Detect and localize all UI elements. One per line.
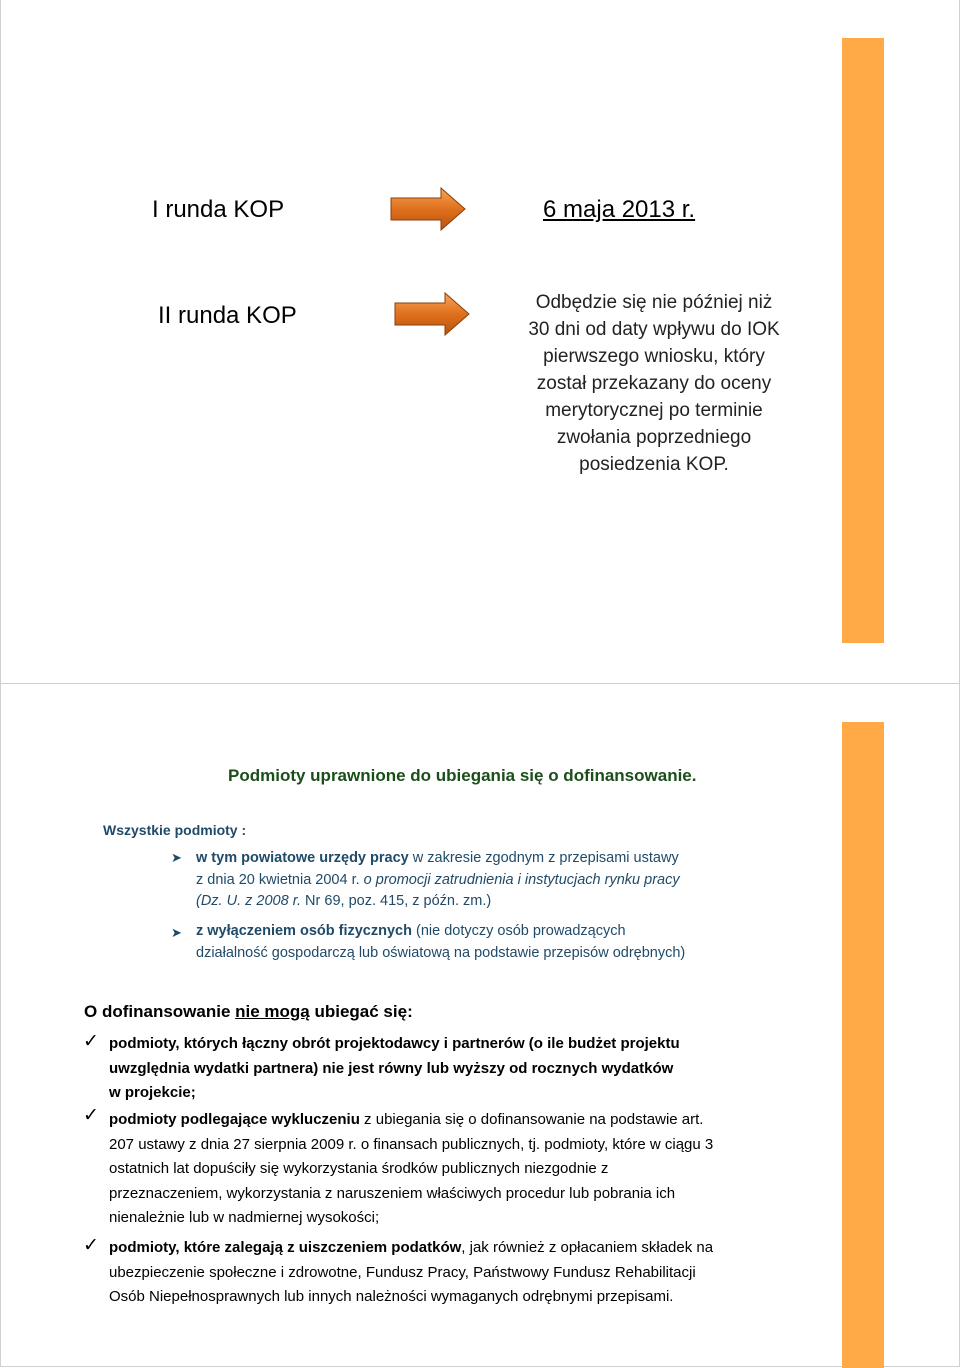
description-line: 30 dni od daty wpływu do IOK: [528, 319, 780, 340]
check-line: podmioty, których łączny obrót projektodawcy i partnerów (o ile budżet projektu: [109, 1035, 680, 1052]
bullet-italic: (Dz. U. z 2008 r.: [196, 893, 302, 909]
check-text: , jak również z opłacaniem składek na: [461, 1239, 714, 1256]
check-line: ostatnich lat dopuściły się wykorzystania środków publicznych niezgodnie z: [109, 1160, 609, 1177]
bullet-text: (nie dotyczy osób prowadzących: [411, 923, 626, 939]
heading-underlined: nie mogą: [235, 1002, 310, 1021]
description-line: Odbędzie się nie później niż: [535, 292, 773, 313]
check-bold: podmioty podlegające wykluczeniu: [109, 1111, 360, 1128]
description-line: został przekazany do oceny: [536, 373, 772, 394]
check-line: uwzględnia wydatki partnera) nie jest równy lub wyższy od rocznych wydatków: [109, 1059, 674, 1077]
check-line: nienależnie lub w nadmiernej wysokości;: [109, 1209, 380, 1226]
slide-heading: Podmioty uprawnione do ubiegania się o dofinansowanie.: [228, 766, 697, 785]
check-text: z ubiegania się o dofinansowanie na podstawie art.: [359, 1111, 704, 1128]
description-line: posiedzenia KOP.: [579, 454, 729, 475]
checkmark-icon: ✓: [83, 1105, 99, 1126]
description-line: pierwszego wniosku, który: [543, 346, 765, 367]
check-item-3: [109, 1236, 849, 1310]
intro-text: Wszystkie podmioty :: [103, 822, 247, 838]
check-item-1: [109, 1032, 839, 1106]
heading-part: O dofinansowanie: [84, 1002, 236, 1021]
description-line: zwołania poprzedniego: [556, 427, 752, 448]
check-line: przeznaczeniem, wykorzystania z naruszeniem właściwych procedur lub pobrania ich: [109, 1184, 676, 1202]
cannot-apply-heading: [84, 1002, 413, 1022]
check-line: ubezpieczenie społeczne i zdrowotne, Fundusz Pracy, Państwowy Fundusz Rehabilitacji: [109, 1263, 696, 1281]
bullet-bold: z wyłączeniem osób fizycznych: [196, 923, 412, 939]
check-line: Osób Niepełnosprawnych lub innych należności wymaganych odrębnymi przepisami.: [109, 1288, 674, 1305]
triangle-bullet-icon: ➤: [171, 925, 182, 940]
round-2-label: II runda KOP: [158, 302, 297, 329]
bullet-italic: o promocji zatrudnienia i instytucjach rynku pracy: [363, 871, 680, 888]
bullet-bold: w tym powiatowe urzędy pracy: [196, 850, 409, 866]
checkmark-icon: ✓: [83, 1235, 99, 1256]
triangle-bullet-icon: ➤: [171, 850, 182, 865]
round-1-date: 6 maja 2013 r.: [543, 196, 696, 223]
right-arrow-icon: [389, 186, 467, 232]
description-line: merytorycznej po terminie: [545, 400, 763, 421]
check-line: 207 ustawy z dnia 27 sierpnia 2009 r. o finansach publicznych, tj. podmioty, które w ciągu 3: [109, 1135, 714, 1153]
bullet-text: z dnia 20 kwietnia 2004 r.: [196, 871, 364, 888]
check-item-2: [109, 1108, 849, 1231]
bullet-item-2: [196, 921, 836, 964]
checkmark-icon: ✓: [83, 1031, 99, 1052]
bullet-text: w zakresie zgodnym z przepisami ustawy: [408, 850, 679, 866]
accent-bar: [842, 38, 884, 643]
right-arrow-icon: [393, 291, 471, 337]
heading-part: ubiegać się:: [309, 1002, 413, 1021]
bullet-text: działalność gospodarczą lub oświatową na podstawie przepisów odrębnych): [196, 944, 686, 961]
bullet-item-1: [196, 848, 826, 913]
bullet-text: Nr 69, poz. 415, z późn. zm.): [301, 893, 492, 909]
check-line: w projekcie;: [109, 1084, 196, 1101]
round-2-description: [495, 289, 813, 478]
slide-2: [0, 683, 960, 1367]
check-bold: podmioty, które zalegają z uiszczeniem podatków: [109, 1239, 462, 1256]
round-1-label: I runda KOP: [152, 196, 285, 223]
